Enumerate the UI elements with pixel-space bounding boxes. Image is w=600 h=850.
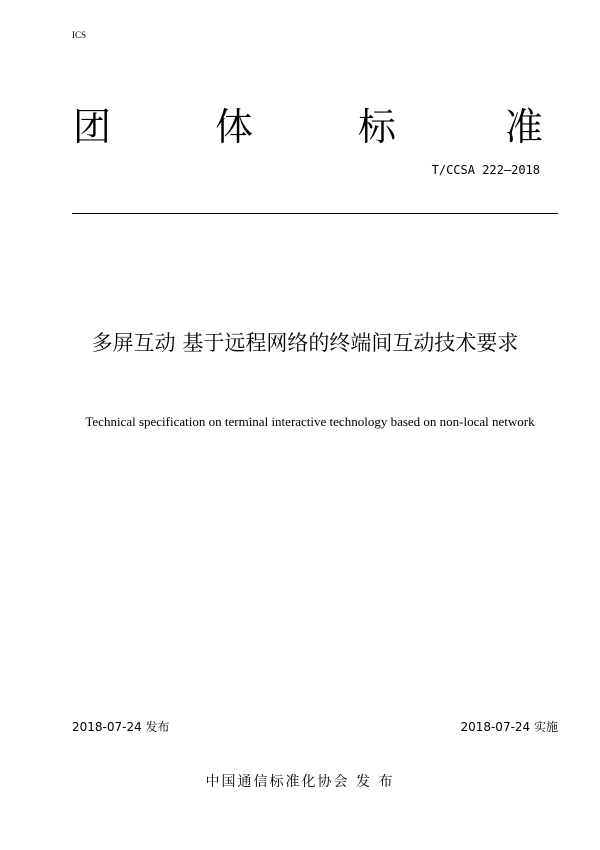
standard-type-char: 体: [215, 105, 254, 149]
standard-type-char: 标: [358, 105, 397, 149]
ics-label: ICS: [72, 30, 87, 40]
header-divider: [72, 213, 558, 214]
chinese-title: 多屏互动 基于远程网络的终端间互动技术要求: [91, 331, 519, 355]
publish-date: 2018-07-24 发布: [72, 720, 170, 734]
standard-type-heading: [0, 102, 600, 152]
standard-type-char: 准: [505, 105, 544, 149]
standard-type-char: 团: [73, 105, 112, 149]
english-title: Technical specification on terminal interactive technology based on non-local network: [85, 414, 535, 429]
standard-number: T/CCSA 222—2018: [431, 163, 540, 177]
implement-date: 2018-07-24 实施: [460, 720, 558, 734]
publisher: 中国通信标准化协会 发 布: [205, 774, 395, 790]
